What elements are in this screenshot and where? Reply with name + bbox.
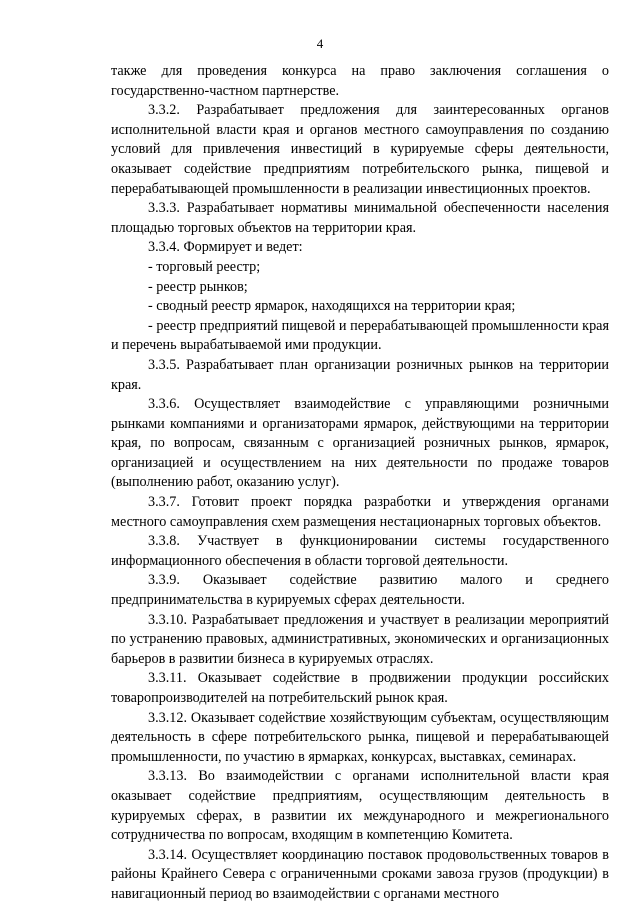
paragraph-3-3-10: 3.3.10. Разрабатывает предложения и участвует в реализации мероприятий по устранению правовых, административных, экономических и организационных барьеров в развитии бизнеса в курируемых отраслях. [111,611,609,667]
paragraph-3-3-11: 3.3.11. Оказывает содействие в продвижении продукции российских товаропроизводителей на потребительский рынок края. [111,670,609,706]
list-item-trade-registry: - торговый реестр; [148,258,261,275]
paragraph-3-3-7: 3.3.7. Готовит проект порядка разработки и утверждения органами местного самоуправления схем размещения нестационарных торговых объектов. [111,494,609,530]
paragraph-3-3-6: 3.3.6. Осуществляет взаимодействие с управляющими розничными рынками компаниями и организаторами ярмарок, действующими на территории края, по вопросам, связанным с организацией розничных рынков, ярмарок, организацией и осуществлением на них деятельности по продаже товаров (выполнению работ, оказанию услуг). [111,396,609,491]
document-body [111,62,609,905]
paragraph-3-3-13: 3.3.13. Во взаимодействии с органами исполнительной власти края оказывает содействие предприятиям, осуществляющим деятельность в курируемых сферах, в развитии их международного и межрегионального сотрудничества по вопросам, входящим в компетенцию Комитета. [111,768,609,844]
list-item-fair-registry: - сводный реестр ярмарок, находящихся на территории края; [148,298,516,315]
paragraph-3-3-8: 3.3.8. Участвует в функционировании системы государственного информационного обеспечения в области торговой деятельности. [111,533,609,569]
paragraph-3-3-14: 3.3.14. Осуществляет координацию поставок продовольственных товаров в районы Крайнего Севера с ограниченными сроками завоза грузов (продукции) в навигационный период во взаимодействии с органами местного [111,846,609,902]
paragraph-continuation: также для проведения конкурса на право заключения соглашения о государственно-частном партнерстве. [111,63,609,99]
list-item-market-registry: - реестр рынков; [148,278,248,295]
paragraph-3-3-9: 3.3.9. Оказывает содействие развитию малого и среднего предпринимательства в курируемых сферах деятельности. [111,572,609,609]
paragraph-3-3-4: 3.3.4. Формирует и ведет: [148,239,303,256]
list-item-enterprise-registry: - реестр предприятий пищевой и перерабатывающей промышленности края и перечень вырабатываемой ими продукции. [111,317,609,354]
paragraph-3-3-12: 3.3.12. Оказывает содействие хозяйствующим субъектам, осуществляющим деятельность в сфере потребительского рынка, пищевой и перерабатывающей промышленности, по участию в ярмарках, конкурсах, выставках, семинарах. [111,709,609,765]
paragraph-3-3-2: 3.3.2. Разрабатывает предложения для заинтересованных органов исполнительной власти края и органов местного самоуправления по созданию условий для привлечения инвестиций в курируемые сферы деятельности, оказывает содействие предприятиям потребительского рынка, пищевой и перерабатывающей промышленности в реализации инвестиционных проектов. [111,102,609,197]
page-number: 4 [316,36,324,51]
paragraph-3-3-3: 3.3.3. Разрабатывает нормативы минимальной обеспеченности населения площадью торговых объектов на территории края. [111,200,609,236]
paragraph-3-3-5: 3.3.5. Разрабатывает план организации розничных рынков на территории края. [111,356,609,393]
